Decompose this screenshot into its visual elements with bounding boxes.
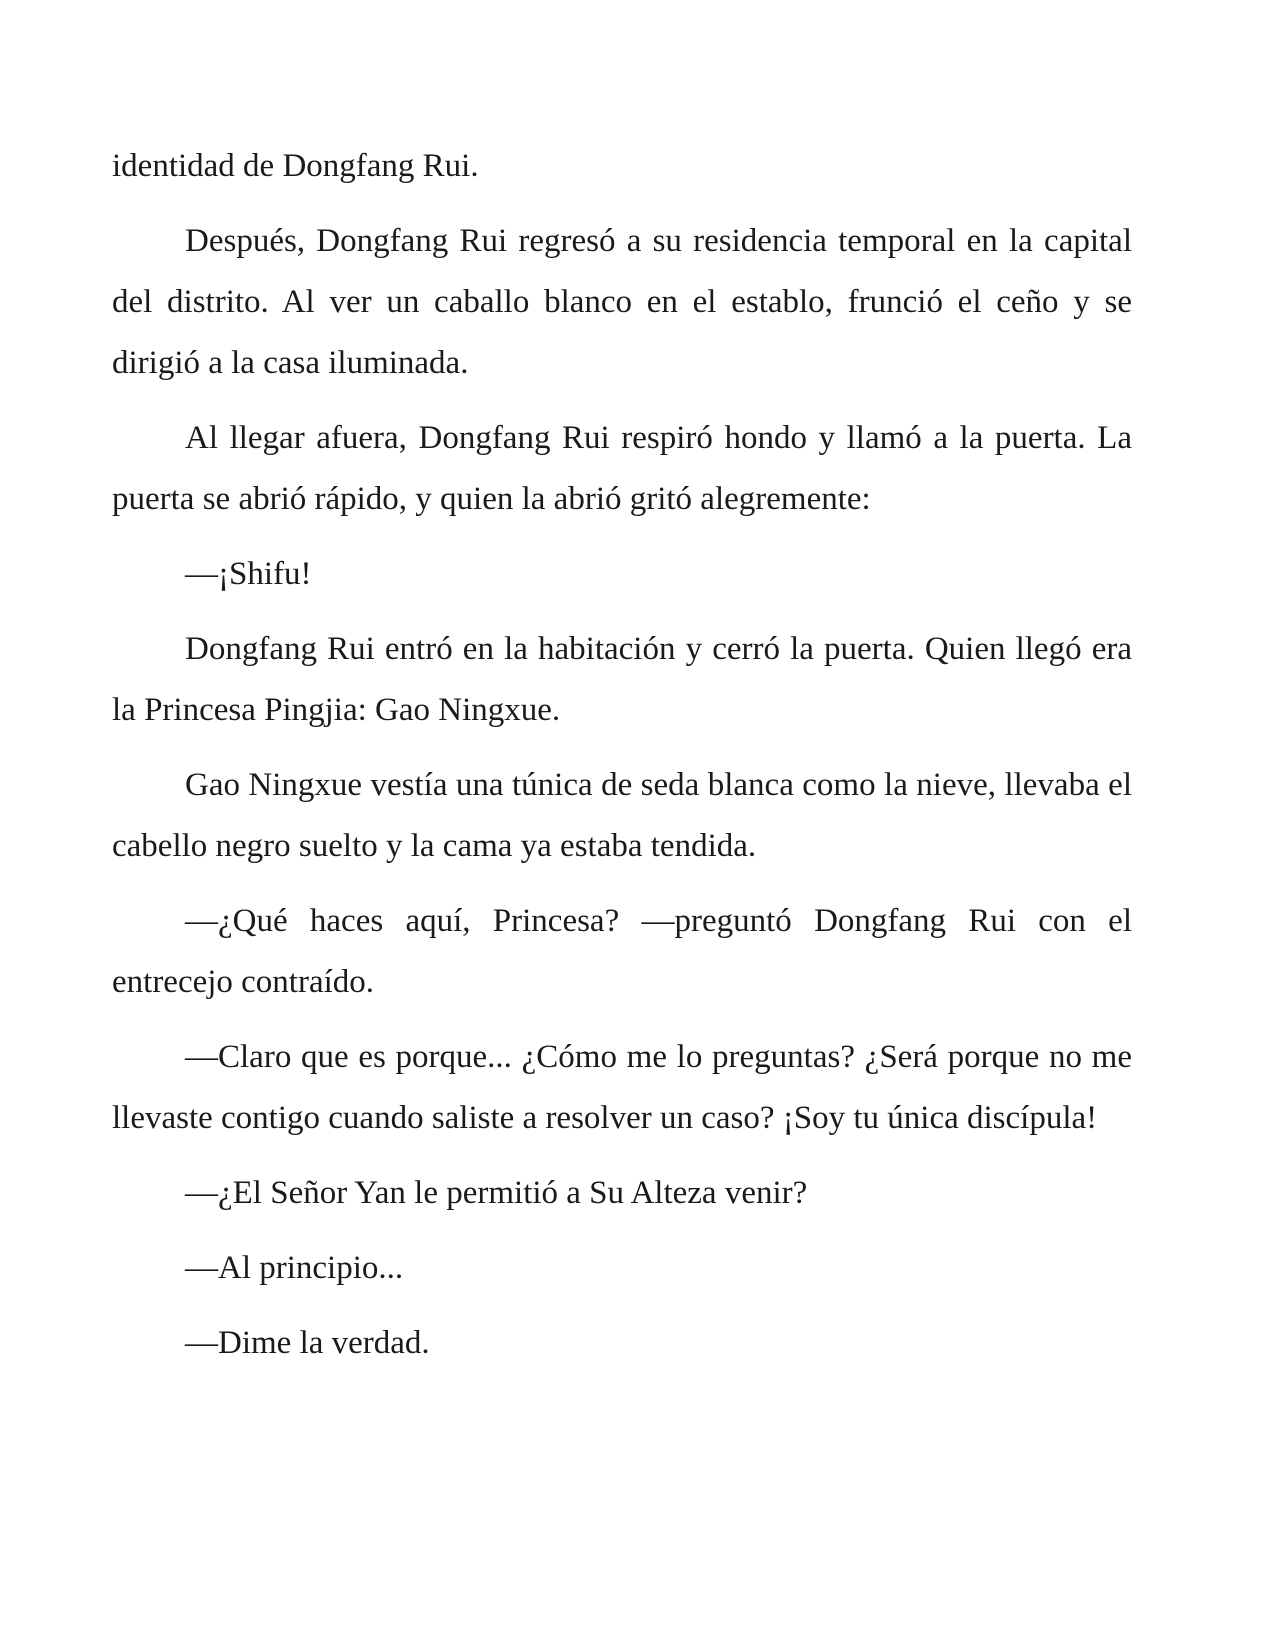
paragraph: Gao Ningxue vestía una túnica de seda blanca como la nieve, llevaba el cabello negro suelto y la cama ya estaba tendida. [112,767,1132,864]
dialogue-line: —¿Qué haces aquí, Princesa? —preguntó Dongfang Rui con el entrecejo contraído. [112,903,1132,1000]
body-text [112,136,1132,1388]
dialogue-line: —¿El Señor Yan le permitió a Su Alteza venir? [185,1175,808,1211]
dialogue-line: —Claro que es porque... ¿Cómo me lo preguntas? ¿Será porque no me llevaste contigo cuando saliste a resolver un caso? ¡Soy tu única discípula! [112,1039,1132,1136]
dialogue-line: —Al principio... [185,1250,404,1286]
paragraph: Dongfang Rui entró en la habitación y cerró la puerta. Quien llegó era la Princesa Pingjia: Gao Ningxue. [112,631,1132,728]
paragraph: Al llegar afuera, Dongfang Rui respiró hondo y llamó a la puerta. La puerta se abrió rápido, y quien la abrió gritó alegremente: [112,420,1132,517]
dialogue-line: —¡Shifu! [185,556,312,592]
paragraph-continuation: identidad de Dongfang Rui. [112,148,479,184]
dialogue-line: —Dime la verdad. [185,1325,430,1361]
paragraph: Después, Dongfang Rui regresó a su residencia temporal en la capital del distrito. Al ver un caballo blanco en el establo, frunció el ceño y se dirigió a la casa iluminada. [112,223,1132,381]
